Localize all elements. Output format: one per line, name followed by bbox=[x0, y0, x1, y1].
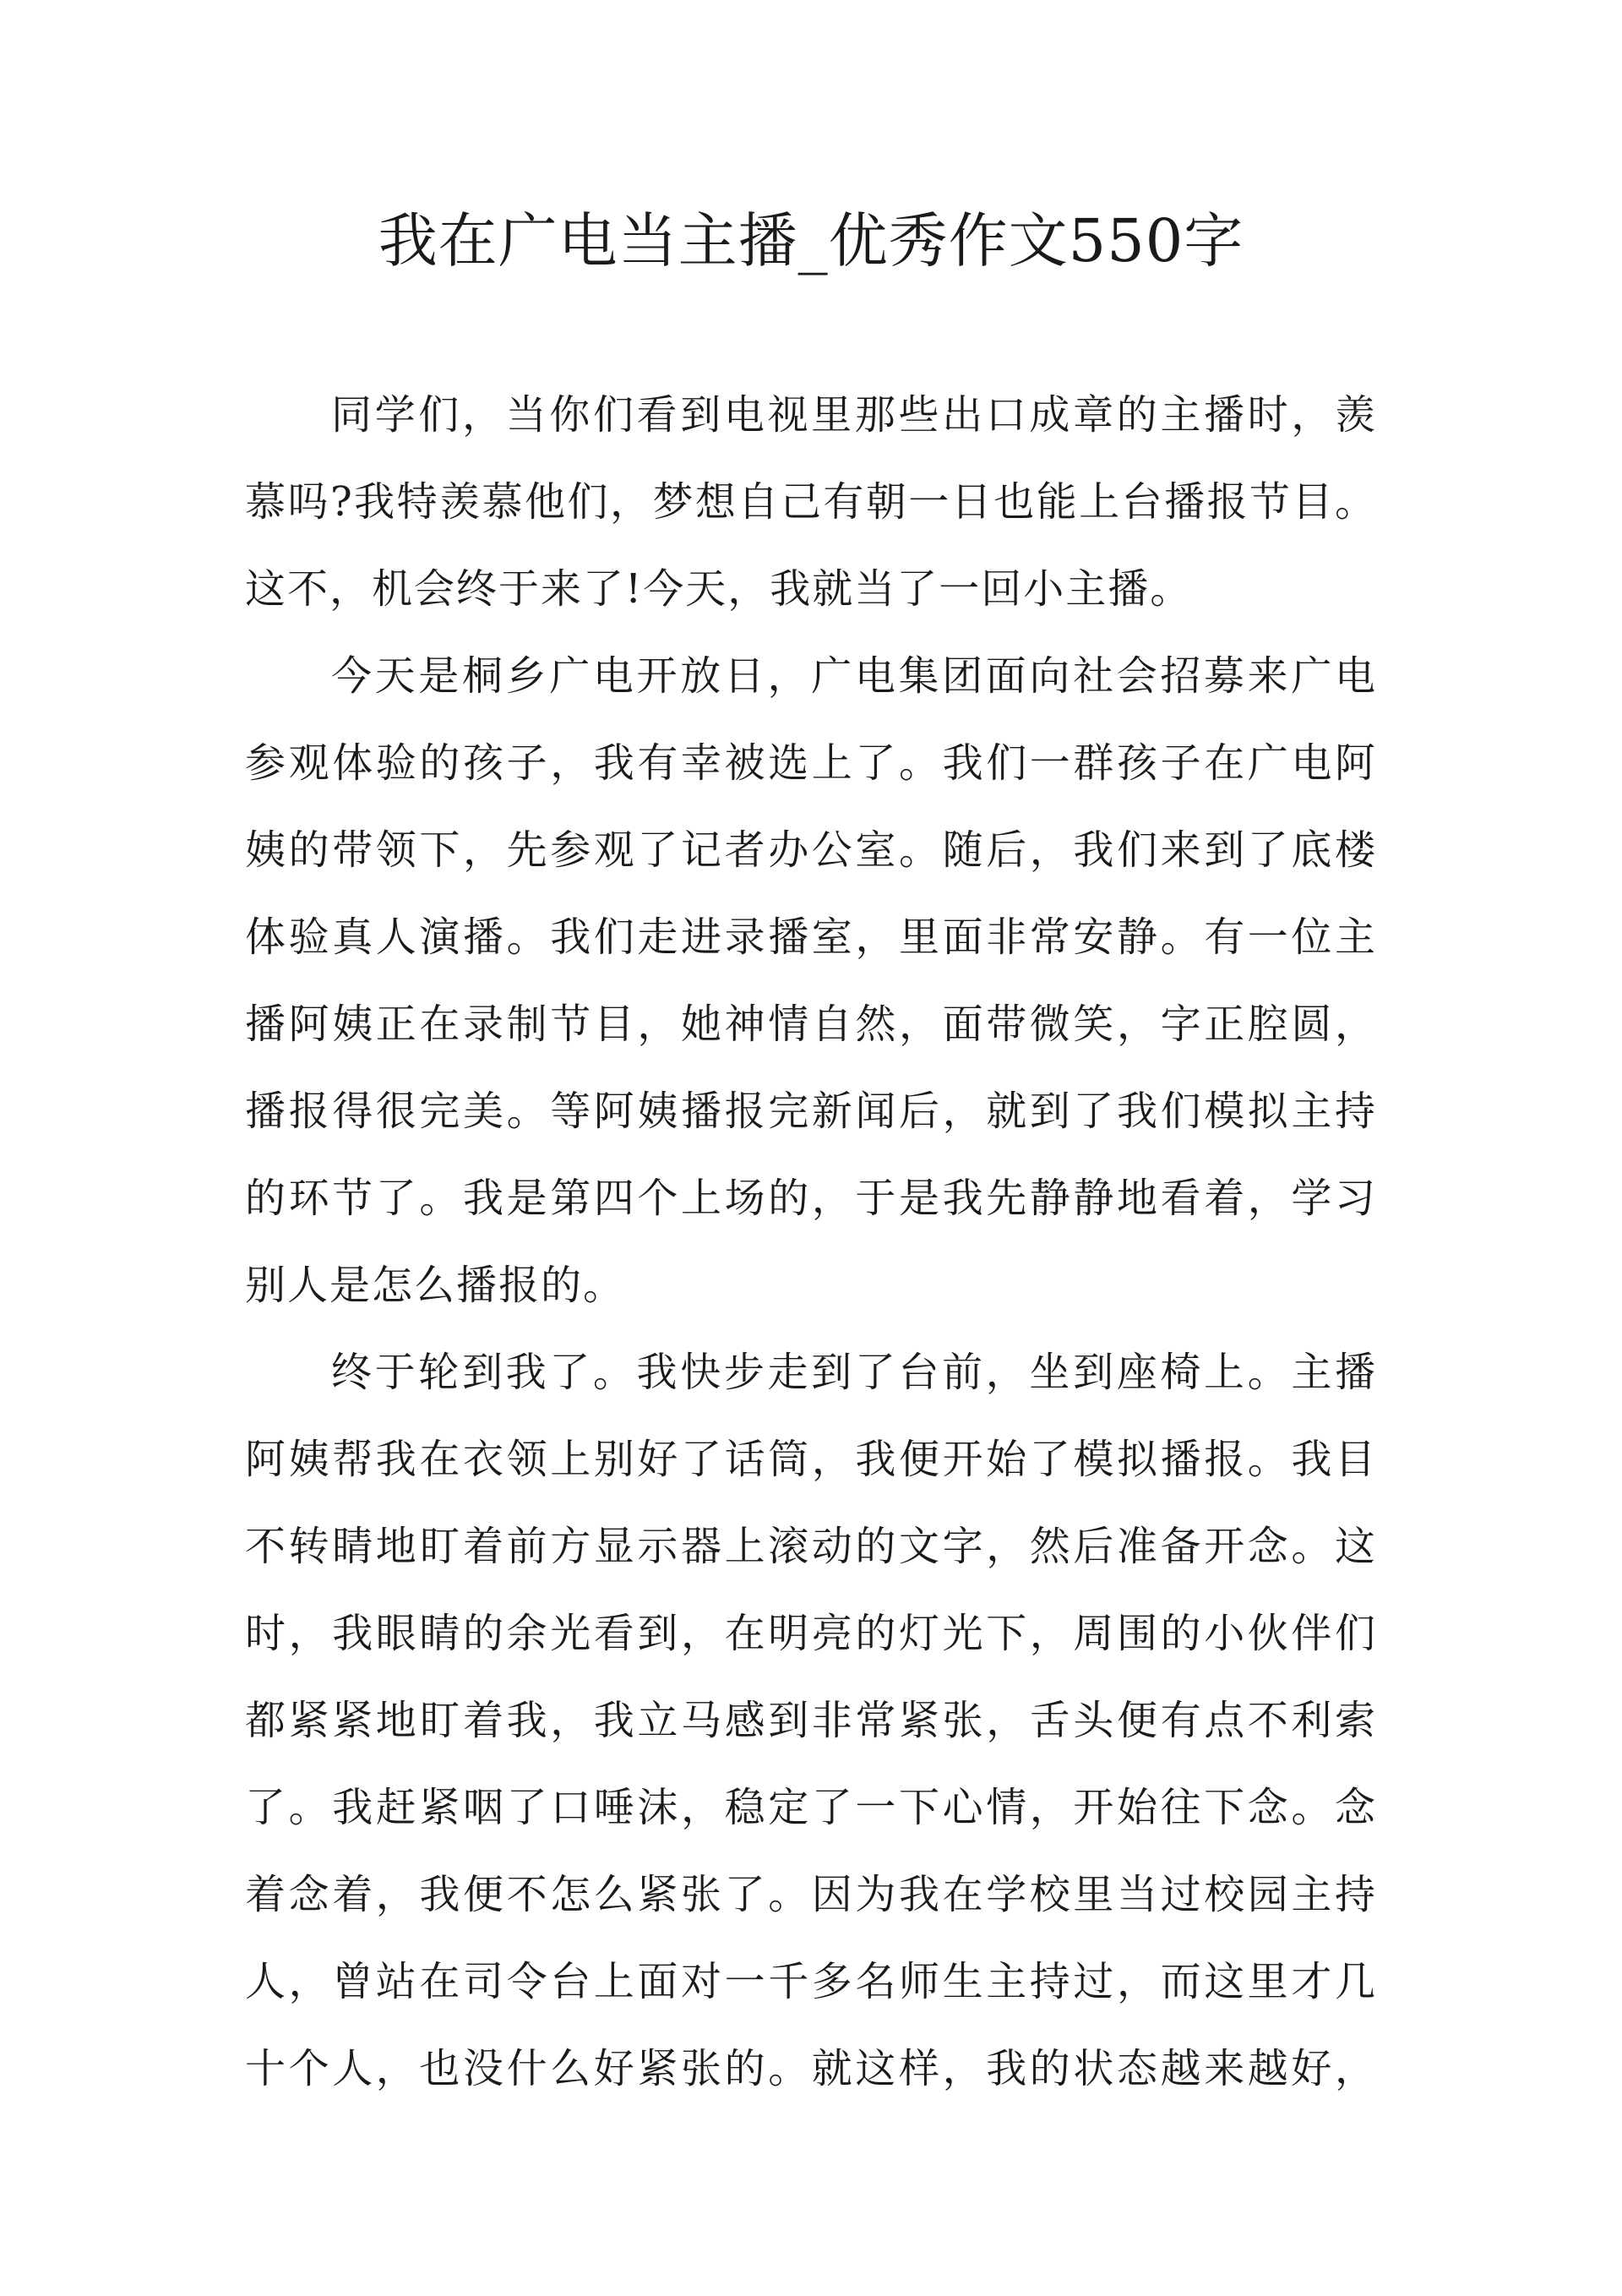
text-line: 这不，机会终于来了!今天，我就当了一回小主播。 bbox=[245, 565, 1193, 613]
text-line: 姨的带领下，先参观了记者办公室。随后，我们来到了底楼 bbox=[245, 826, 1377, 874]
text-line: 的环节了。我是第四个上场的，于是我先静静地看着，学习 bbox=[245, 1175, 1377, 1222]
text-line: 十个人，也没什么好紧张的。就这样，我的状态越来越好， bbox=[245, 2045, 1377, 2092]
text-line: 终于轮到我了。我快步走到了台前，坐到座椅上。主播 bbox=[331, 1349, 1377, 1396]
text-line: 别人是怎么播报的。 bbox=[245, 1262, 626, 1309]
text-line: 同学们，当你们看到电视里那些出口成章的主播时，羡 bbox=[331, 391, 1377, 439]
text-line: 着念着，我便不怎么紧张了。因为我在学校里当过校园主持 bbox=[245, 1871, 1377, 1918]
document-title: 我在广电当主播_优秀作文550字 bbox=[378, 206, 1244, 275]
text-line: 今天是桐乡广电开放日，广电集团面向社会招募来广电 bbox=[331, 652, 1377, 700]
text-line: 不转睛地盯着前方显示器上滚动的文字，然后准备开念。这 bbox=[245, 1523, 1377, 1570]
text-line: 人，曾站在司令台上面对一千多名师生主持过，而这里才几 bbox=[245, 1958, 1377, 2005]
text-line: 体验真人演播。我们走进录播室，里面非常安静。有一位主 bbox=[245, 913, 1377, 961]
document-body bbox=[245, 372, 1377, 2113]
text-line: 参观体验的孩子，我有幸被选上了。我们一群孩子在广电阿 bbox=[245, 739, 1377, 787]
text-line: 慕吗?我特羡慕他们，梦想自己有朝一日也能上台播报节目。 bbox=[245, 478, 1377, 526]
text-line: 播阿姨正在录制节目，她神情自然，面带微笑，字正腔圆， bbox=[245, 1001, 1377, 1048]
text-line: 都紧紧地盯着我，我立马感到非常紧张，舌头便有点不利索 bbox=[245, 1697, 1377, 1744]
text-line: 了。我赶紧咽了口唾沫，稳定了一下心情，开始往下念。念 bbox=[245, 1784, 1377, 1831]
text-line: 阿姨帮我在衣领上别好了话筒，我便开始了模拟播报。我目 bbox=[245, 1436, 1377, 1483]
text-line: 播报得很完美。等阿姨播报完新闻后，就到了我们模拟主持 bbox=[245, 1088, 1377, 1135]
text-line: 时，我眼睛的余光看到，在明亮的灯光下，周围的小伙伴们 bbox=[245, 1610, 1377, 1657]
